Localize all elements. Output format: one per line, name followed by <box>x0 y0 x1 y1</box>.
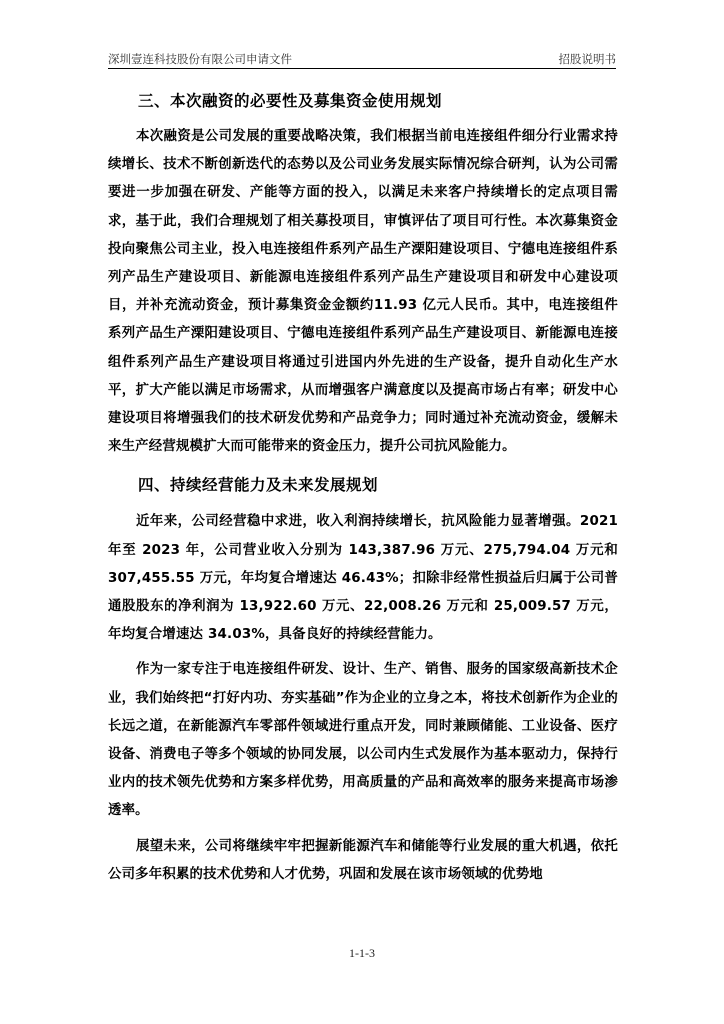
page-number: 1-1-3 <box>349 946 375 960</box>
paragraph-company-strategy: 作为一家专注于电连接组件研发、设计、生产、销售、服务的国家级高新技术企业，我们始终把“打好内功、夯实基础”作为企业的立身之本，将技术创新作为企业的长远之道，在新能源汽车零部件领域进行重点开发，同时兼顾储能、工业设备、医疗设备、消费电子等多个领域的协同发展，以公司内生式发展作为基本驱动力，保持行业内的技术领先优势和方案多样优势，用高质量的产品和高效率的服务来提高市场渗透率。 <box>108 662 618 819</box>
section-title-financing-necessity: 三、本次融资的必要性及募集资金使用规划 <box>138 92 443 110</box>
paragraph-financing-plan: 本次融资是公司发展的重要战略决策，我们根据当前电连接组件细分行业需求持续增长、技术不断创新迭代的态势以及公司业务发展实际情况综合研判，认为公司需要进一步加强在研发、产能等方面的投入，以满足未来客户持续增长的定点项目需求，基于此，我们合理规划了相关募投项目，审慎评估了项目可行性。本次募集资金投向聚焦公司主业，投入电连接组件系列产品生产溧阳建设项目、宁德电连接组件系列产品生产建设项目、新能源电连接组件系列产品生产建设项目和研发中心建设项目，并补充流动资金，预计募集资金金额约11.93 亿元人民币。其中，电连接组件系列产品生产溧阳建设项目、宁德电连接组件系列产品生产建设项目、新能源电连接组件系列产品生产建设项目将通过引进国内外先进的生产设备，提升自动化生产水平，扩大产能以满足市场需求，从而增强客户满意度以及提高市场占有率；研发中心建设项目将增强我们的技术研发优势和产品竞争力；同时通过补充流动资金，缓解未来生产经营规模扩大而可能带来的资金压力，提升公司抗风险能力。 <box>108 129 618 455</box>
section-title-sustainability: 四、持续经营能力及未来发展规划 <box>138 476 379 495</box>
paragraph-future-outlook: 展望未来，公司将继续牢牢把握新能源汽车和储能等行业发展的重大机遇，依托公司多年积累的技术优势和人才优势，巩固和发展在该市场领域的优势地 <box>108 838 618 882</box>
page-header <box>108 50 616 69</box>
header-document-type: 招股说明书 <box>558 52 616 66</box>
document-body <box>108 84 618 896</box>
header-company-name: 深圳壹连科技股份有限公司申请文件 <box>108 52 292 66</box>
paragraph-operating-performance: 近年来，公司经营稳中求进，收入利润持续增长，抗风险能力显著增强。2021 年至 2023 年，公司营业收入分别为 143,387.96 万元、275,794.04 万元和 307,455.55 万元，年均复合增速达 46.43%；扣除非经常性损益后归属于公司普通股股东的净利润为 13,922.60 万元、22,008.26 万元和 25,009.57 万元，年均复合增速达 34.03%，具备良好的持续经营能力。 <box>108 514 618 643</box>
